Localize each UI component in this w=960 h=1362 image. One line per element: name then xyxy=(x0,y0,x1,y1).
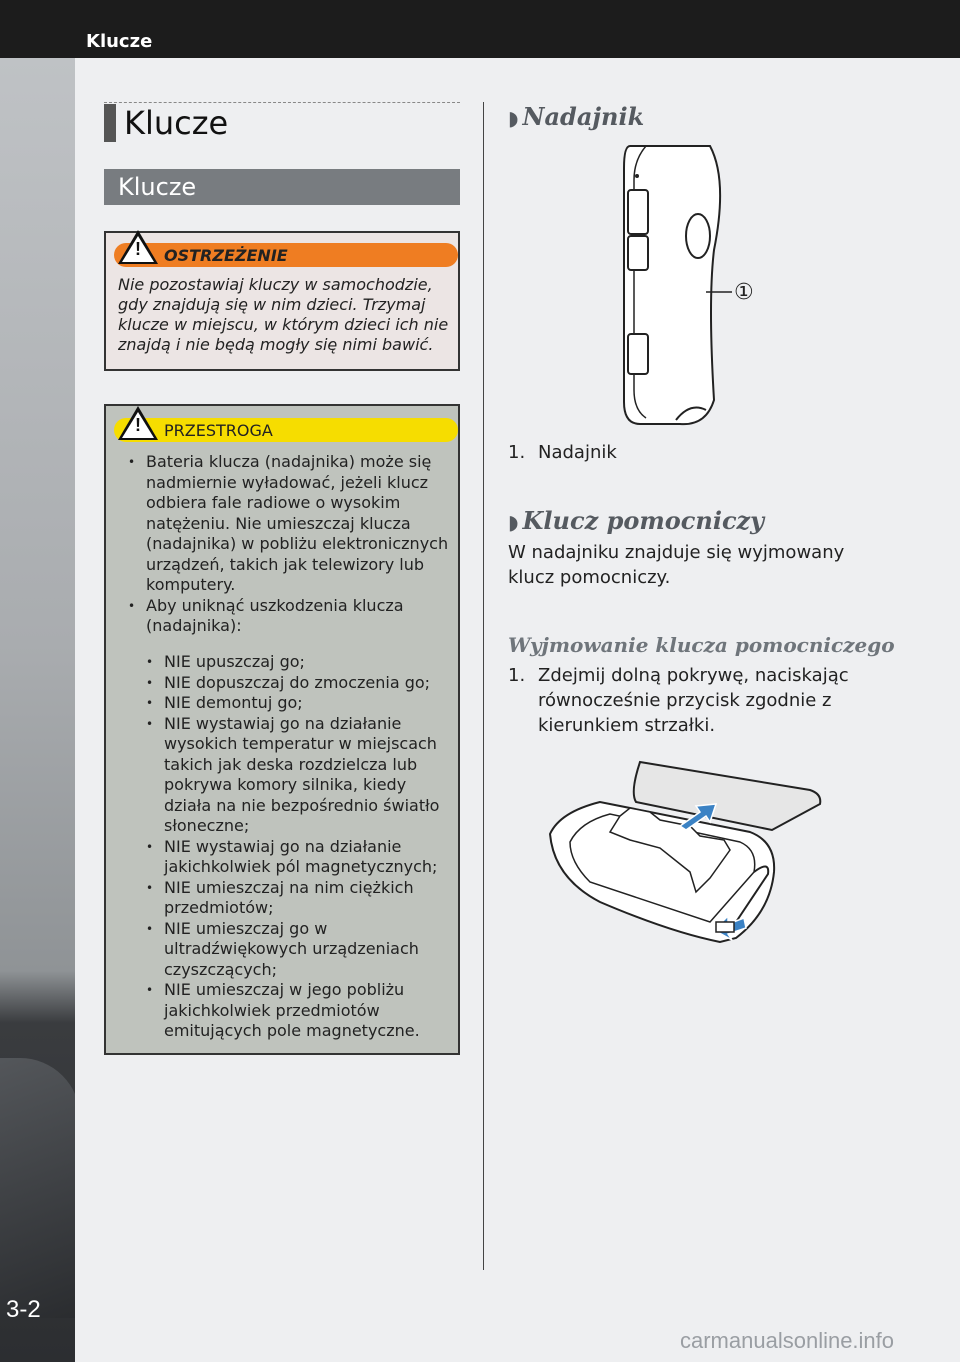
caution-list xyxy=(126,452,456,637)
list-item: • NIE wystawiaj go na działanie wysokich temperatur w miejscach takich jak deska rozdzielcza lub pokrywa komory silnika, kiedy działa na nie bezpośrednio światło słoneczne; xyxy=(144,714,456,837)
page-title: Klucze xyxy=(124,104,229,142)
list-item: • Bateria klucza (nadajnika) może się nadmiernie wyładować, jeżeli klucz odbiera fale radiowe o wysokim natężeniu. Nie umieszczaj klucza (nadajnika) w pobliżu elektronicznych urządzeń, takich jak telewizory lub komputery. xyxy=(126,452,456,596)
header-title: Klucze xyxy=(86,31,153,52)
transmitter-heading xyxy=(508,102,644,131)
cover-removal-illustration xyxy=(540,752,830,952)
step-number: 1. xyxy=(508,665,526,686)
exclamation-icon: ! xyxy=(135,239,141,259)
door-panel-image xyxy=(0,1058,75,1318)
page-number: 3-2 xyxy=(6,1296,41,1323)
aux-key-text: W nadajniku znajduje się wyjmowany klucz pomocniczy. xyxy=(508,542,845,588)
list-item: • NIE dopuszczaj do zmoczenia go; xyxy=(144,673,456,694)
caution-label: PRZESTROGA xyxy=(164,421,273,440)
warning-text: Nie pozostawiaj kluczy w samochodzie, gdy znajdują się w nim dzieci. Trzymaj klucze w miejscu, w którym dzieci ich nie znajdą i nie będą mogły się nimi bawić. xyxy=(118,275,449,354)
list-item: • NIE demontuj go; xyxy=(144,693,456,714)
chevron-right-icon: ◗ xyxy=(508,510,519,534)
sidebar-photo xyxy=(0,58,75,1362)
transmitter-title: Nadajnik xyxy=(522,102,645,131)
caution-box xyxy=(104,404,460,1055)
list-item: • NIE umieszczaj na nim ciężkich przedmiotów; xyxy=(144,878,456,919)
removal-heading: Wyjmowanie klucza pomocniczego xyxy=(508,633,895,657)
exclamation-icon: ! xyxy=(135,415,141,435)
section-title: Klucze xyxy=(104,169,460,205)
watermark: carmanualsonline.info xyxy=(680,1328,895,1353)
step-text: Zdejmij dolną pokrywę, naciskając równocześnie przycisk zgodnie z kierunkiem strzałki. xyxy=(538,665,849,736)
list-item: • NIE umieszczaj w jego pobliżu jakichkolwiek przedmiotów emitujących pole magnetyczne. xyxy=(144,980,456,1042)
figure-caption xyxy=(508,442,617,463)
caution-sublist xyxy=(144,652,456,1042)
warning-box xyxy=(104,231,460,371)
top-bar xyxy=(0,0,960,58)
list-item: • NIE upuszczaj go; xyxy=(144,652,456,673)
chevron-right-icon: ◗ xyxy=(508,106,519,130)
callout-1: ① xyxy=(734,280,754,305)
aux-key-heading xyxy=(508,506,764,535)
heading-rule xyxy=(104,102,460,103)
aux-key-title: Klucz pomocniczy xyxy=(522,506,765,535)
list-item: • NIE wystawiaj go na działanie jakichkolwiek pól magnetycznych; xyxy=(144,837,456,878)
caption-number: 1. xyxy=(508,442,526,463)
list-item: • Aby uniknąć uszkodzenia klucza (nadajnika): xyxy=(126,596,456,637)
column-divider xyxy=(483,102,484,1270)
list-item: • NIE umieszczaj go w ultradźwiękowych urządzeniach czyszczących; xyxy=(144,919,456,981)
heading-marker xyxy=(104,104,116,142)
step-1 xyxy=(508,663,888,738)
warning-label: OSTRZEŻENIE xyxy=(164,246,288,265)
caption-text: Nadajnik xyxy=(538,442,617,463)
